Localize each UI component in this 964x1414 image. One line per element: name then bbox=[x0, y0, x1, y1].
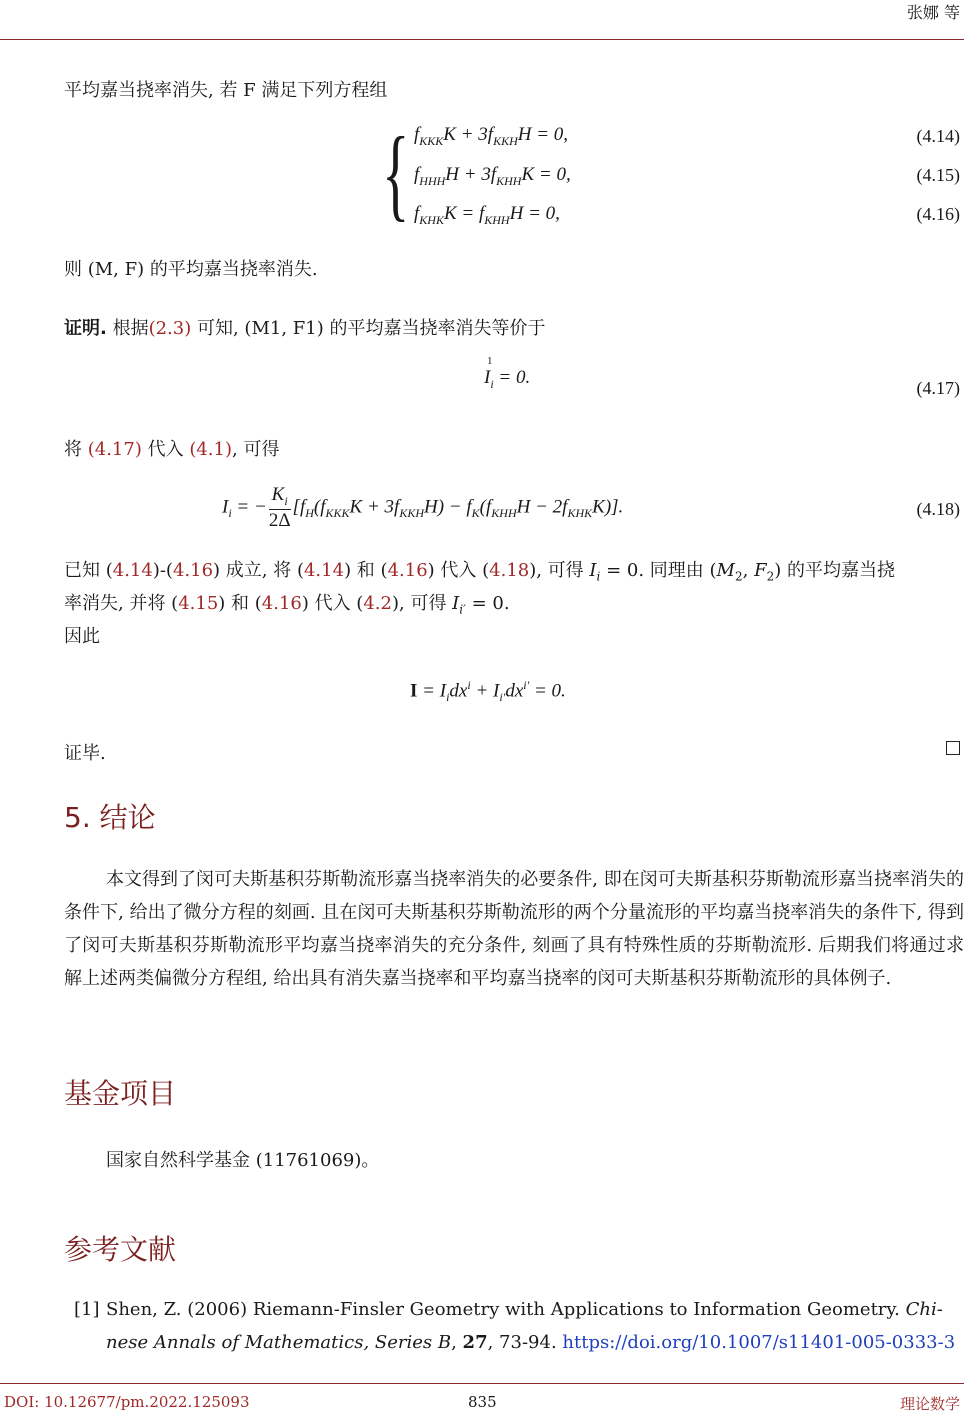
equation-4-17: I 1 $_i$ = 0. bbox=[484, 355, 531, 391]
ref-4-15-link[interactable]: 4.15 bbox=[178, 593, 219, 614]
footer-doi-link[interactable]: DOI: 10.12677/pm.2022.125093 bbox=[4, 1393, 250, 1411]
footer-journal-name: 理论数学 bbox=[899, 1395, 960, 1413]
subst-text-a: 将 bbox=[64, 439, 82, 460]
equation-4-14: $f_{KKK}K + 3f_{KKH}H = 0$, bbox=[414, 124, 569, 148]
footer-page-number: 835 bbox=[468, 1393, 497, 1411]
running-header-authors: 张娜 等 bbox=[906, 3, 960, 22]
equation-4-16: $f_{KHK}K = f_{KHH}H = 0$, bbox=[414, 203, 560, 227]
ref-4-16-link[interactable]: 4.16 bbox=[172, 560, 214, 581]
subst-text-b: 代入 bbox=[147, 439, 184, 460]
equation-system-brace: { bbox=[382, 116, 410, 231]
reference-1-pages: , 73-94. bbox=[487, 1332, 557, 1353]
reference-1-doi-link[interactable]: https://doi.org/10.1007/s11401-005-0333-3 bbox=[562, 1332, 956, 1353]
ref-4-18-link[interactable]: 4.18 bbox=[489, 560, 530, 581]
ref-4-2-link[interactable]: 4.2 bbox=[363, 593, 392, 614]
header-rule bbox=[0, 39, 964, 40]
funding-text: 国家自然科学基金 (11761069)。 bbox=[106, 1150, 380, 1171]
proof-end: 证毕. bbox=[64, 743, 106, 764]
reference-number: [1] bbox=[74, 1299, 100, 1320]
known-line-1: 已知 (4.14)-(4.16) 成立, 将 (4.14) 和 (4.16) 代入 (4.18), 可得 $I_i = 0$. 同理由 ($M_2$, $F_2$) 的平均嘉当挠 bbox=[64, 560, 895, 584]
ref-4-16-link-c[interactable]: 4.16 bbox=[261, 593, 302, 614]
section-title-conclusion: 5. 结论 bbox=[64, 801, 156, 834]
qed-square-icon bbox=[946, 741, 960, 755]
therefore-line: 因此 bbox=[64, 626, 100, 647]
reference-1-volume: 27 bbox=[462, 1332, 488, 1353]
subst-text-c: , 可得 bbox=[232, 439, 280, 460]
equation-number-4-17: (4.17) bbox=[916, 378, 960, 398]
equation-number-4-16: (4.16) bbox=[916, 204, 960, 224]
known-line-2: 率消失, 并将 (4.15) 和 (4.16) 代入 (4.2), 可得 $I_{i'} = 0$. bbox=[64, 593, 510, 617]
ref-4-16-link-b[interactable]: 4.16 bbox=[387, 560, 428, 581]
reference-1-journal-b: nese Annals of Mathematics, Series B bbox=[106, 1332, 452, 1353]
proof-line-1 bbox=[64, 314, 545, 340]
equation-final: $I = I_idx^i + I_{i'}dx^{i'} = 0$. bbox=[410, 678, 566, 705]
conclusion-text: 本文得到了闵可夫斯基积芬斯勒流形嘉当挠率消失的必要条件, 即在闵可夫斯基积芬斯勒流形嘉当挠率消失的条件下, 给出了微分方程的刻画. 且在闵可夫斯基积芬斯勒流形的两个分量流形的平均嘉当挠率消失的条件下, 得到了闵可夫斯基积芬斯勒流形平均嘉当挠率消失的充分条件, 刻画了具有特殊性质的芬斯勒流形. 后期我们将通过求解上述两类偏微分方程组, 给出具有消失嘉当挠率和平均嘉当挠率的闵可夫斯基积芬斯勒流形的具体例子. bbox=[64, 869, 964, 989]
section-title-funding: 基金项目 bbox=[64, 1077, 177, 1110]
then-line: 则 (M, F) 的平均嘉当挠率消失. bbox=[64, 259, 318, 280]
substitute-line bbox=[64, 435, 279, 461]
section-title-references: 参考文献 bbox=[64, 1233, 177, 1266]
intro-line: 平均嘉当挠率消失, 若 F 满足下列方程组 bbox=[64, 80, 388, 101]
equation-4-18: $I_i$ = − $\frac{K_i}{2\Delta}$ $[f_H(f_{KKK}K + 3f_{KKH}H) - f_K(f_{KHH}H - 2f_{KHK}K)]$. bbox=[222, 484, 624, 531]
proof-line1-a: 根据 bbox=[112, 318, 149, 339]
ref-4-14-link[interactable]: 4.14 bbox=[112, 560, 153, 581]
ref-2-3-link[interactable]: (2.3) bbox=[148, 318, 192, 339]
ref-4-14-link-b[interactable]: 4.14 bbox=[303, 560, 345, 581]
equation-number-4-14: (4.14) bbox=[916, 126, 960, 146]
footer-rule bbox=[0, 1383, 964, 1384]
equation-number-4-15: (4.15) bbox=[916, 165, 960, 185]
proof-label: 证明. bbox=[64, 318, 107, 339]
proof-line1-b: 可知, (M1, F1) 的平均嘉当挠率消失等价于 bbox=[196, 318, 546, 339]
reference-1-line-1 bbox=[106, 1299, 943, 1320]
reference-1-text: Shen, Z. (2006) Riemann-Finsler Geometry with Applications to Information Geometry. bbox=[106, 1299, 900, 1320]
reference-1-journal-a: Chi- bbox=[905, 1299, 943, 1320]
equation-number-4-18: (4.18) bbox=[916, 499, 960, 519]
ref-4-17-link[interactable]: (4.17) bbox=[87, 439, 142, 460]
equation-4-15: $f_{HHH}H + 3f_{KHH}K = 0$, bbox=[414, 164, 571, 188]
ref-4-1-link[interactable]: (4.1) bbox=[189, 439, 232, 460]
reference-1-line-2: nese Annals of Mathematics, Series B, 27, 73-94. https://doi.org/10.1007/s11401-005-0333-3 bbox=[106, 1332, 956, 1353]
